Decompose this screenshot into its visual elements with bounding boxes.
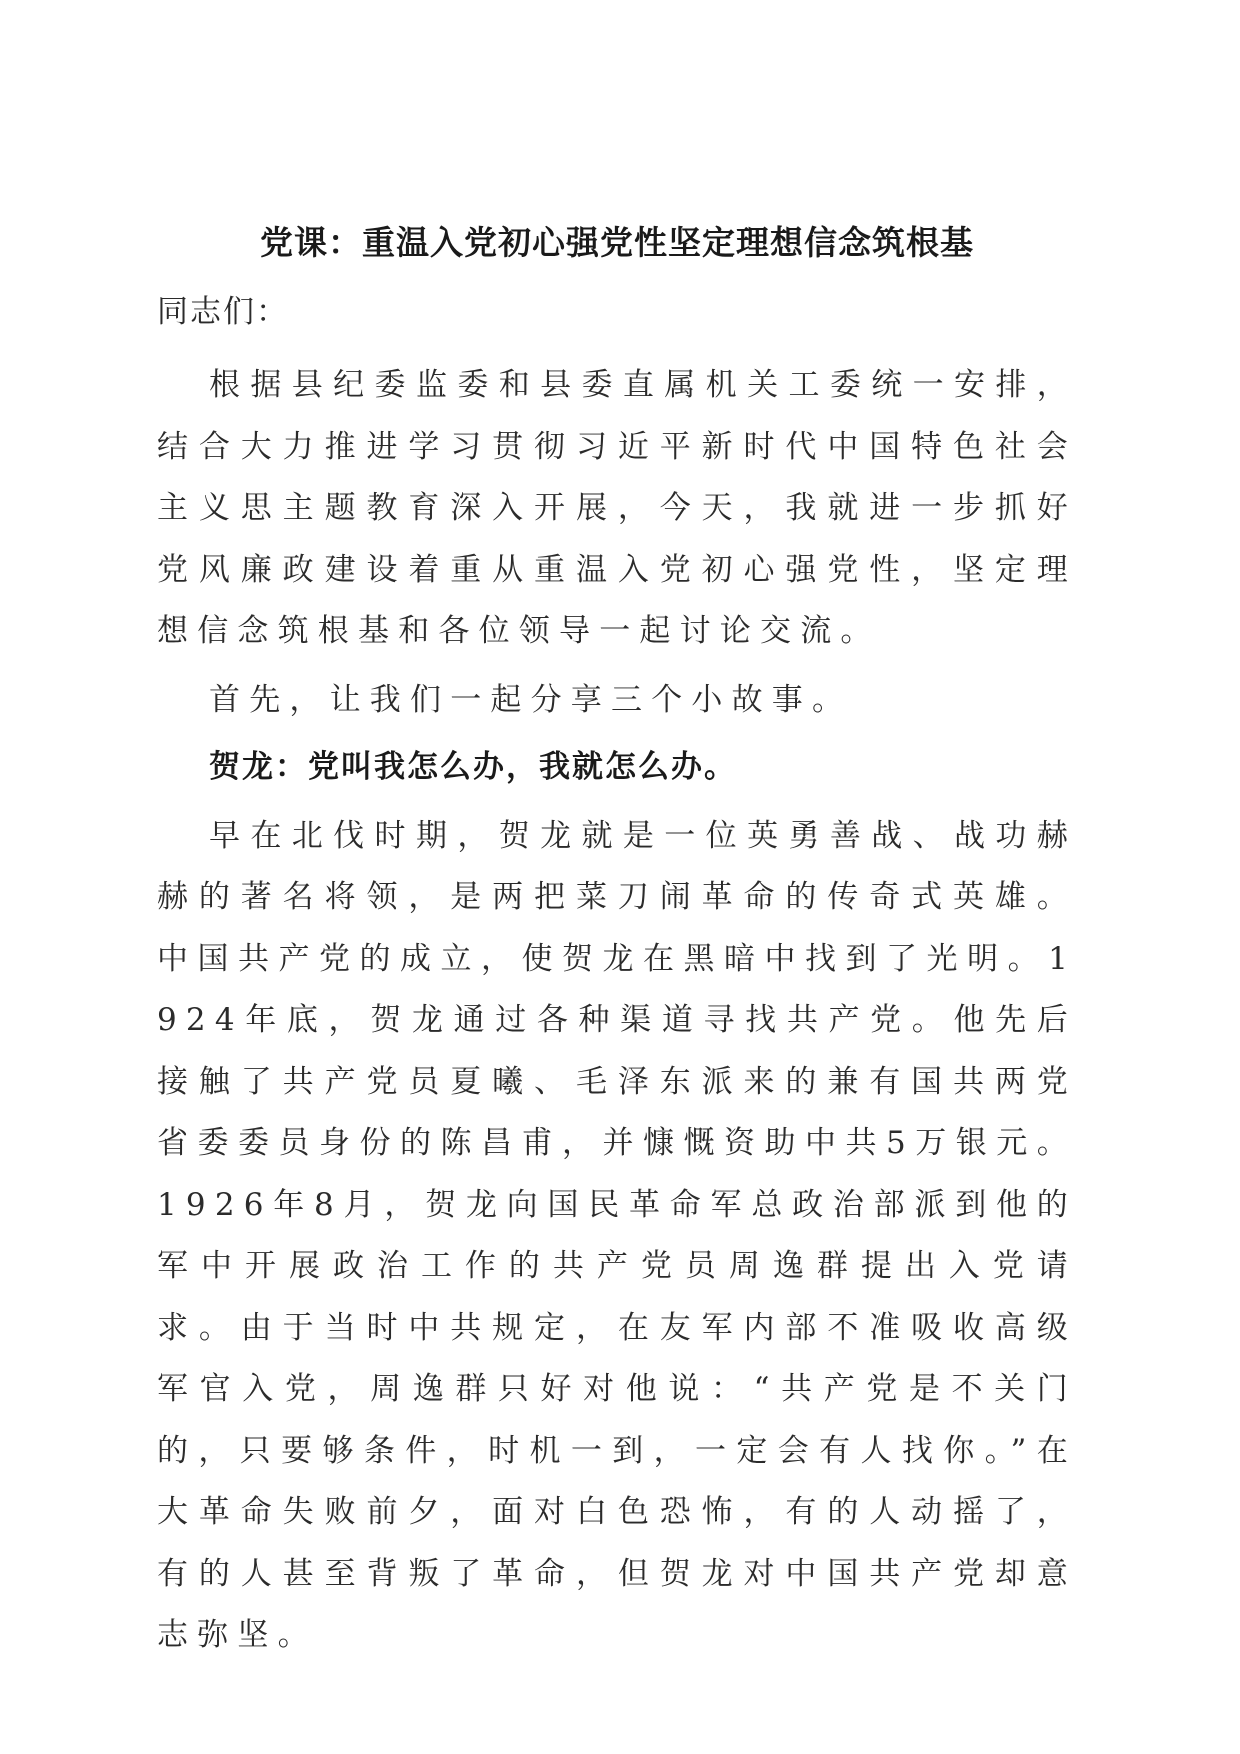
paragraph-helong-story: 早在北伐时期，贺龙就是一位英勇善战、战功赫赫的著名将领，是两把菜刀闹革命的传奇式英雄。中国共产党的成立，使贺龙在黑暗中找到了光明。1924年底，贺龙通过各种渠道寻找共产党。他先后接触了共产党员夏曦、毛泽东派来的兼有国共两党省委委员身份的陈昌甫，并慷慨资助中共5万银元。1926年8月，贺龙向国民革命军总政治部派到他的军中开展政治工作的共产党员周逸群提出入党请求。由于当时中共规定，在友军内部不准吸收高级军官入党，周逸群只好对他说：“共产党是不关门的，只要够条件，时机一到，一定会有人找你。”在大革命失败前夕，面对白色恐怖，有的人动摇了，有的人甚至背叛了革命，但贺龙对中国共产党却意志弥坚。 bbox=[157, 817, 1077, 1653]
salutation: 同志们： bbox=[157, 294, 289, 330]
document-body bbox=[157, 218, 1077, 1674]
paragraph-intro: 根据县纪委监委和县委直属机关工委统一安排，结合大力推进学习贯彻习近平新时代中国特色社会主义思主题教育深入开展，今天，我就进一步抓好党风廉政建设着重从重温入党初心强党性，坚定理想信念筑根基和各位领导一起讨论交流。 bbox=[157, 367, 1077, 649]
section-heading: 贺龙：党叫我怎么办，我就怎么办。 bbox=[209, 749, 737, 785]
document-title: 党课：重温入党初心强党性坚定理想信念筑根基 bbox=[260, 223, 974, 262]
paragraph-stories-lead: 首先，让我们一起分享三个小故事。 bbox=[209, 681, 853, 718]
